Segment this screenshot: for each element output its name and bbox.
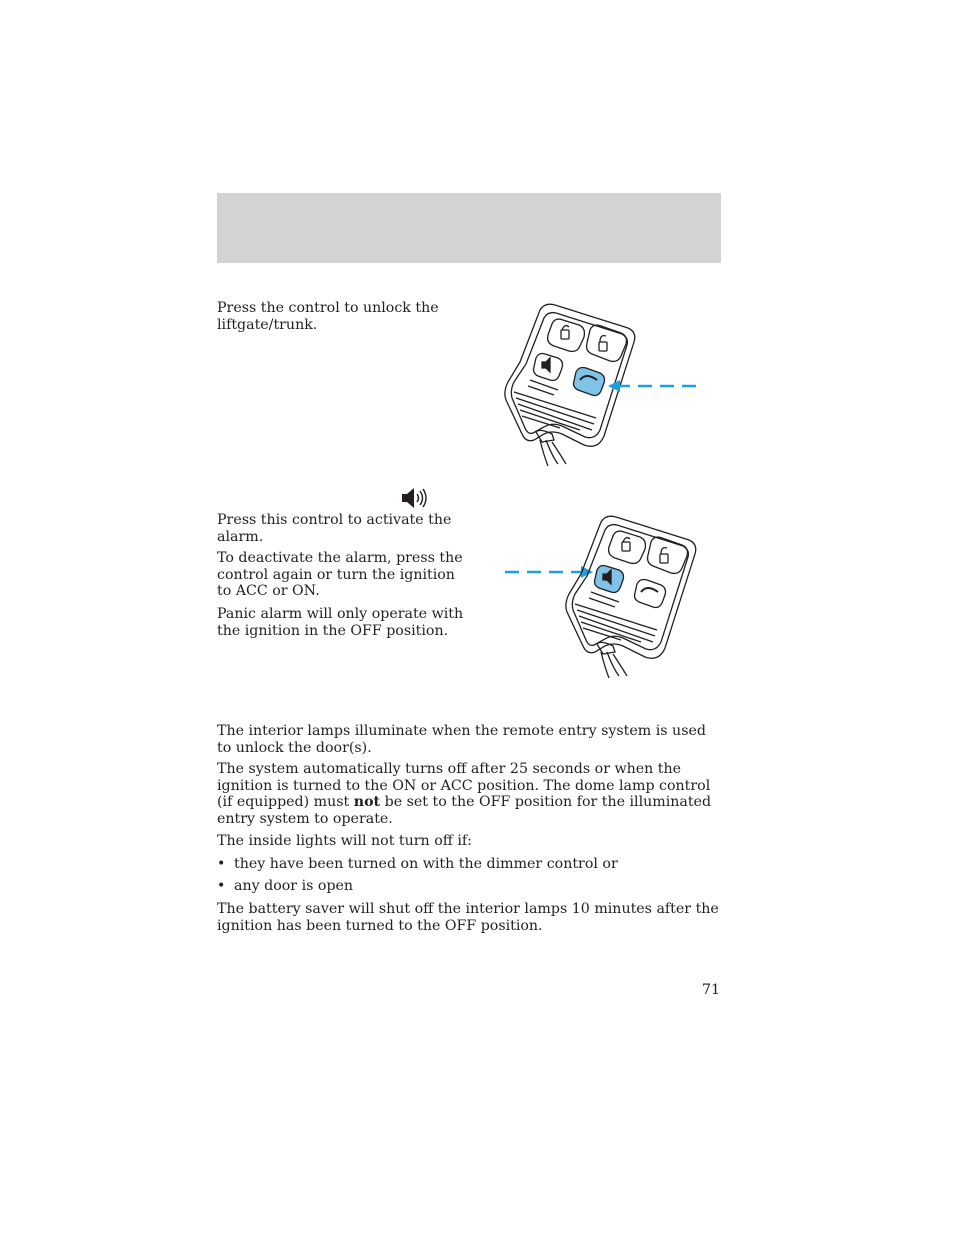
page-number: 71 xyxy=(701,982,720,998)
bullet-text: any door is open xyxy=(234,878,354,894)
interior-lamps-text: The interior lamps illuminate when the remote entry system is used to unlock the door(s). xyxy=(217,723,706,756)
arrowhead xyxy=(608,380,620,392)
unlock-trunk-text: Press the control to unlock the liftgate/trunk. xyxy=(217,300,439,333)
header-band xyxy=(217,193,721,263)
activate-alarm-text: Press this control to activate the alarm. xyxy=(217,512,452,545)
bullet-text: they have been turned on with the dimmer control or xyxy=(234,856,618,872)
text-run: The system automatically turns off after 25 seconds or when the ignition is turned to the ON or ACC position. The dome lamp control (if equipped) must xyxy=(217,761,711,810)
keyfob-trunk-illustration xyxy=(500,300,700,472)
deactivate-alarm-text: To deactivate the alarm, press the control again or turn the ignition to ACC or ON. xyxy=(217,550,463,599)
system-auto-off-text xyxy=(217,761,722,827)
bullet-icon: • xyxy=(217,878,226,894)
inside-lights-text: The inside lights will not turn off if: xyxy=(217,833,472,849)
panic-alarm-note: Panic alarm will only operate with the ignition in the OFF position. xyxy=(217,606,464,639)
bold-not: not xyxy=(353,794,381,810)
text-run: be set to the OFF position for the illuminated entry system to operate. xyxy=(217,794,712,827)
bullet-icon: • xyxy=(217,856,226,872)
battery-saver-text: The battery saver will shut off the interior lamps 10 minutes after the ignition has been turned to the OFF position. xyxy=(217,901,719,934)
keyfob-panic-icon xyxy=(566,516,696,678)
keyfob-panic-illustration xyxy=(503,512,703,684)
speaker-panic-icon xyxy=(400,487,428,509)
